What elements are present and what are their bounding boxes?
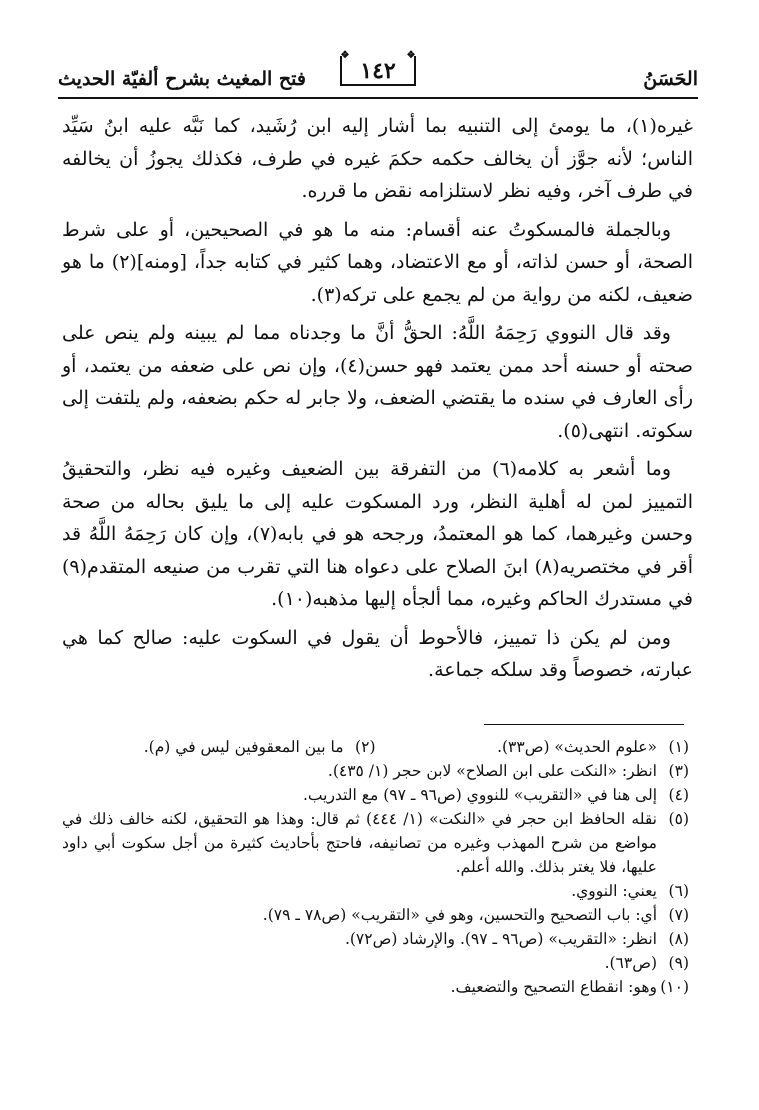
footnote-number: (٣) (668, 762, 689, 780)
footnote-number: (١) (668, 738, 689, 756)
ornament-icon: ❖ (406, 50, 416, 61)
footnote-number: (٨) (668, 930, 689, 948)
footnote-text: (ص٦٣). (604, 954, 657, 972)
page-number-text: ١٤٢ (360, 58, 396, 84)
footnote-number: (١٠) (660, 978, 689, 996)
paragraph: وما أشعر به كلامه(٦) من التفرقة بين الضعيف وغيره فيه نظر، والتحقيقُ التمييز لمن له أهلية النظر، ورد المسكوت عليه إلى ما يليق بحاله من صحة وحسن وغيرهما، كما هو المعتمدُ، ورجحه هو في بابه(٧)، وإن كان رَحِمَهُ اللَّهُ قد أقر في مختصريه(٨) ابنَ الصلاح على دعواه هنا التي تقرب من صنيعه المتقدم(٩) في مستدرك الحاكم وغيره، مما ألجأه إليها مذهبه(١٠). (62, 458, 693, 610)
footnote (62, 879, 689, 903)
footnote (62, 927, 689, 951)
footnote-text: وهو: انقطاع التصحيح والتضعيف. (450, 978, 657, 996)
footnote (62, 735, 376, 759)
footnote (62, 903, 689, 927)
footnote (62, 807, 689, 879)
footnote-text: «علوم الحديث» (ص٣٣). (497, 738, 657, 756)
footnote-separator (484, 724, 684, 725)
main-text (62, 110, 693, 693)
footnote-text: ما بين المعقوفين ليس في (م). (143, 738, 344, 756)
footnote (62, 951, 689, 975)
footnote-text: إلى هنا في «التقريب» للنووي (ص٩٦ ـ ٩٧) مع التدريب. (303, 786, 657, 804)
chapter-title: الحَسَنُ (643, 68, 698, 90)
footnote-text: أي: باب التصحيح والتحسين، وهو في «التقريب» (ص٧٨ ـ ٧٩). (262, 906, 657, 924)
paragraph: وبالجملة فالمسكوتُ عنه أقسام: منه ما هو في الصحيحين، أو على شرط الصحة، أو حسن لذاته، أو مع الاعتضاد، وهما كثير في كتابه جداً، [ومنه](٢) ما هو ضعيف، لكنه من رواية من لم يجمع على تركه(٣). (62, 218, 694, 306)
footnote-text: انظر: «التقريب» (ص٩٦ ـ ٩٧). والإرشاد (ص٧٢). (344, 930, 657, 948)
footnote-number: (٦) (668, 882, 689, 900)
footnote-text: نقله الحافظ ابن حجر في «النكت» (١/ ٤٤٤) ثم قال: وهذا هو التحقيق، لكنه خالف ذلك في مواضع من شرح المهذب وغيره من تصانيفه، فاحتج بأحاديث كثيرة من أجل سكوت أبي داود عليها، فلا يغتر بذلك. والله أعلم. (62, 810, 657, 876)
running-header (58, 50, 698, 96)
header-rule (58, 97, 698, 99)
footnotes (62, 735, 689, 999)
paragraph: ومن لم يكن ذا تمييز، فالأحوط أن يقول في السكوت عليه: صالح كما هي عبارته، خصوصاً وقد سلكه جماعة. (62, 626, 693, 681)
footnote (376, 735, 690, 759)
footnote (62, 975, 689, 999)
footnote-number: (٥) (668, 810, 689, 828)
footnote-text: يعني: النووي. (571, 882, 657, 900)
footnote (62, 783, 689, 807)
paragraph: وقد قال النووي رَحِمَهُ اللَّهُ: الحقُّ أنَّ ما وجدناه مما لم يبينه ولم ينص على صحته أو حسنه أحد ممن يعتمد فهو حسن(٤)، وإن نص على ضعفه من يعتمد، أو رأى العارف في سنده ما يقتضي الضعف، ولا جابر له حكم بضعفه، ولم يلتفت إلى سكوته. انتهى(٥). (62, 322, 693, 442)
footnote-number: (٧) (668, 906, 689, 924)
ornament-icon: ❖ (340, 50, 350, 61)
footnote-text: انظر: «النكت على ابن الصلاح» لابن حجر (١/ ٤٣٥). (327, 762, 657, 780)
footnote-number: (٩) (668, 954, 689, 972)
footnote-number: (٤) (668, 786, 689, 804)
footnote-number: (٢) (355, 738, 376, 756)
footnote-row (62, 735, 689, 759)
book-title: فتح المغيث بشرح ألفيّة الحديث (58, 68, 306, 90)
footnote (62, 759, 689, 783)
paragraph: غيره(١)، ما يومئ إلى التنبيه بما أشار إليه ابن رُشَيد، كما نَبَّه عليه ابنُ سَيِّد الناس؛ لأنه جوَّز أن يخالف حكمه حكمَ غيره في طرف، فكذلك يجوزُ أن يخالفه في طرف آخر، وفيه نظر لاستلزامه نقض ما قرره. (62, 115, 693, 202)
page-number (340, 50, 416, 86)
